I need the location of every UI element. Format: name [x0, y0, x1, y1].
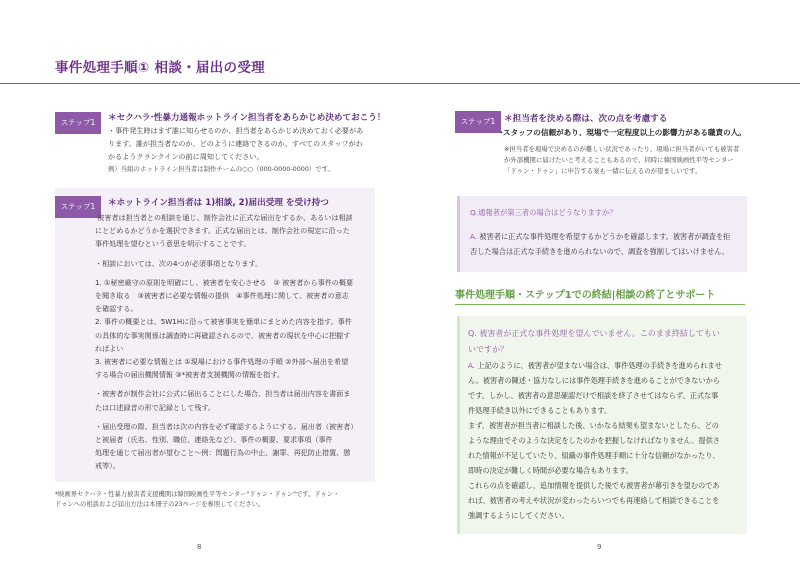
body-line: にとどめるかどうかを選択できます。正式な届出とは、制作会社の規定に沿った — [95, 226, 350, 236]
step-heading: ＊セクハラ·性暴力通報ホットライン担当者をあらかじめ決めておこう！ — [108, 113, 386, 123]
body-line: を確認する。 — [95, 304, 138, 314]
section-rule — [455, 304, 745, 305]
body-line: ・届出受理の際、担当者は次の内容を必ず確認するようにする。届出者（被害者） — [95, 421, 358, 431]
body-line: の具体的な事実関係は調査時に再確認されるので、被害者の現状を中心に把握す — [95, 330, 351, 340]
answer-line: 強調するようにしてください。 — [468, 511, 569, 520]
answer-line: まず、被害者が担当者に相談した後、いかなる結果も望まないとしたら、どの — [468, 421, 719, 430]
page-number: 8 — [197, 543, 202, 551]
answer-line: 被害者に正式な事件処理を希望するかどうかを確認します。被害者が調査を拒 — [479, 232, 731, 241]
answer-line — [468, 358, 722, 373]
answer-line: 否した場合は正式な手続きを進められないので、調査を強制してはいけません。 — [470, 246, 730, 256]
section-heading: 事件処理手順・ステップ1での終結|相談の終了とサポート — [455, 290, 716, 301]
body-line: を聞き取る ③被害者に必要な情報の提供 ④事件処理に関して、被害者の意志 — [95, 291, 349, 301]
step-heading: ＊ホットライン担当者は 1)相談, 2)届出受理 を受け持つ — [108, 198, 329, 208]
body-line: 2. 事件の概要とは、5W1Hに沿って被害事実を簡単にまとめた内容を指す。事件 — [95, 317, 352, 327]
step-tag: ステップ1 — [55, 196, 101, 218]
qa-box-termination — [457, 316, 747, 534]
answer-line: 件処理手続き以外にできることもあります。 — [468, 406, 612, 415]
body-line: 3. 被害者に必要な情報とは ①現場における事件処理の手順 ②外部へ届出を希望 — [95, 357, 349, 367]
body-line: する場合の届出機関情報 ③*被害者支援機関の情報を指す。 — [95, 370, 284, 380]
footnote-line: ドゥンへの相談および届出方法は本冊子の23ページを参照してください。 — [55, 501, 265, 508]
footnote — [55, 490, 339, 510]
body-line: 事件処理を望むという意思を明示することです。 — [95, 239, 251, 249]
step1-example: 例）当組のホットライン担当者は制作チームの○○（000-0000-0000）です。 — [108, 165, 334, 173]
qa-question: Q.通報者が第三者の場合はどうなりますか？ — [470, 208, 617, 217]
question-line: いですか？ — [468, 345, 508, 354]
body-line: ·被害者は担当者との相談を通じ、制作会社に正式な届出をするか、あるいは相談 — [95, 213, 353, 222]
step2-body — [95, 211, 357, 473]
answer-line: れた情報が不足していたり、組織の事件処理手順に十分な信頼がなかったり、 — [468, 451, 720, 460]
answer-mark: A. — [468, 361, 476, 370]
note-line: 「ドゥン・ドゥン」に申告する案も一緒に伝えるのが望ましいです。 — [504, 167, 702, 175]
body-line: ・相談においては、次の4つが必須事項となります。 — [95, 258, 263, 268]
body-line: ・事件発生時はまず誰に知らせるのか、担当者をあらかじめ決めておく必要があ — [108, 126, 364, 135]
body-line: と被届者（氏名、性別、職位、連絡先など）、事件の概要、要求事項（事件 — [95, 435, 333, 445]
note-line: が外部機関に届けたいと考えることもあるので、同時に韓国映画性平等センター — [504, 156, 734, 164]
qa-answer — [468, 358, 722, 523]
qa-answer — [470, 230, 730, 259]
page-number: 9 — [597, 543, 602, 551]
answer-line: れば、被害者の考えや状況が変わったらいつでも再連絡して相談できることを — [468, 496, 720, 505]
answer-line: これらの点を確認し、追加情報を提供した後でも被害者が幕引きを望むのであ — [468, 481, 720, 490]
question-line: Q. 被害者が正式な事件処理を望んでいません。このまま終結してもい — [468, 329, 720, 338]
body-line: 処理を通じて届出者が望むこと～例：問題行為の中止、謝罪、再犯防止措置、懲 — [95, 448, 351, 458]
body-line: ・被害者が制作会社に公式に届出ることにした場合、担当者は届出内容を書面ま — [95, 389, 351, 399]
answer-text: 上記のように、被害者が望まない場合は、事件処理の手続きを進められませ — [477, 361, 722, 370]
step1-notes — [504, 144, 739, 177]
body-line: ります。誰が担当者なのか、どのように連絡できるのか、すべてのスタッフがわ — [108, 139, 363, 149]
qa-box-third-party — [457, 196, 747, 272]
answer-line: ん。被害者の陳述・協力なしには事件処理手続きを進めることができないから — [468, 376, 720, 385]
body-line: かるようクランクインの前に周知してください。 — [108, 152, 264, 162]
note-line: ※担当者を現場で決めるのが難しい状況であったり、現場に担当者がいても被害者 — [504, 145, 740, 153]
answer-line: 即時の決定が難しく時間が必要な場合もあります。 — [468, 466, 633, 475]
step-tag: ステップ1 — [455, 111, 501, 133]
answer-mark: A. — [470, 232, 478, 241]
step-tag: ステップ1 — [55, 112, 101, 134]
page-title: 事件処理手順① 相談・届出の受理 — [55, 60, 265, 76]
body-line: 1. ①秘密厳守の原則を明確にし、被害者を安心させる ② 被害者から事件の概要 — [95, 277, 354, 287]
answer-line: です。しかし、被害者の意思確認だけで相談を終了させてはならず、正式な事 — [468, 391, 719, 400]
body-line: 戒等）。 — [95, 461, 120, 471]
step1-body — [108, 124, 363, 164]
footnote-line: *映画界セクハラ・性暴力被害者支援機関は韓国映画性平等センター"ドゥン・ドゥン"です。ドゥン・ — [55, 491, 340, 498]
body-line: ればよい — [95, 343, 124, 353]
answer-line: ような理由でそのような決定をしたのかを把握しなければなりません。提供さ — [468, 436, 720, 445]
qa-question — [468, 326, 720, 358]
step-heading: ＊担当者を決める際は、次の点を考慮する — [504, 114, 668, 124]
step-subheading: ·スタッフの信頼があり、現場で一定程度以上の影響力がある職責の人。 — [500, 128, 746, 137]
body-line: たは口述録音の形で記録として残す。 — [95, 402, 216, 412]
